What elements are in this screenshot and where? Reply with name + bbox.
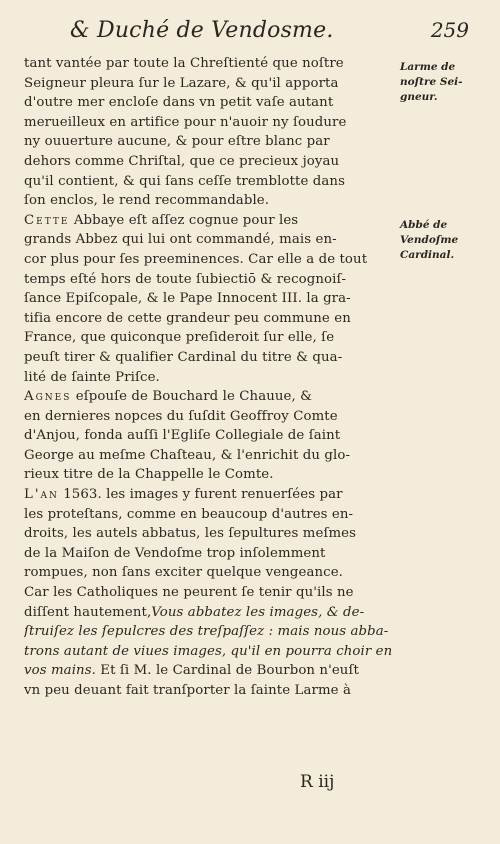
text-line: rompues, non ſans exciter quelque vengeance. xyxy=(24,565,344,581)
text-line: ſance Epiſcopale, & le Pape Innocent III. la gra- xyxy=(24,291,351,307)
text-line: de la Maiſon de Vendoſme trop inſolemment xyxy=(24,545,326,561)
paragraph-lead: Cette xyxy=(24,212,70,228)
text-line: d'Anjou, fonda auſſi l'Egliſe Collegiale de ſaint xyxy=(24,428,341,444)
text-line: L'an 1563. les images y furent renuerſées par xyxy=(24,487,343,503)
text-line: temps eſté hors de toute ſubiectiō & recognoiſ- xyxy=(24,271,347,287)
text-line: Agnes eſpouſe de Bouchard le Chauue, & xyxy=(24,389,313,405)
italic-quote: ſtruiſez les ſepulcres des treſpaſſez : mais nous abba- xyxy=(24,624,389,640)
text-line: Car les Catholiques ne peurent ſe tenir qu'ils ne xyxy=(24,585,354,601)
paragraph-lead: Agnes xyxy=(24,389,72,405)
text-line: peuſt tirer & qualifier Cardinal du titre & qua- xyxy=(24,349,343,365)
text-line: Seigneur pleura ſur le Lazare, & qu'il apporta xyxy=(24,75,339,91)
running-title: & Duché de Vendosme. xyxy=(70,18,334,43)
text-line: Cette Abbaye eſt aſſez cognue pour les xyxy=(24,212,299,228)
text-line: les proteſtans, comme en beaucoup d'autres en- xyxy=(24,506,354,522)
italic-quote: trons autant de viues images, qu'il en pourra choir en xyxy=(24,643,393,659)
text-line: vos mains. Et ſi M. le Cardinal de Bourbon n'euſt xyxy=(24,663,359,679)
margin-note: Abbé de Vendoſme Cardinal. xyxy=(400,219,459,261)
text-line: George au meſme Chaſteau, & l'enrichit du glo- xyxy=(24,447,351,463)
text-line: en dernieres nopces du ſuſdit Geoffroy Comte xyxy=(24,408,338,424)
text-line: France, que quiconque preſideroit ſur elle, ſe xyxy=(24,330,335,346)
text-line: qu'il contient, & qui ſans ceſſe tremblotte dans xyxy=(24,173,345,189)
main-text xyxy=(24,54,394,701)
page-number: 259 xyxy=(430,18,469,42)
text-line: ny ouuerture aucune, & pour eſtre blanc par xyxy=(24,134,330,150)
text-line: merueilleux en artifice pour n'auoir ny ſoudure xyxy=(24,114,347,130)
text-line: tifia encore de cette grandeur peu commune en xyxy=(24,310,351,326)
paragraph-lead: L'an xyxy=(24,487,59,503)
italic-quote: Vous abbatez les images, & de- xyxy=(151,604,365,620)
text-line: dehors comme Chriſtal, que ce precieux joyau xyxy=(24,153,340,169)
italic-quote: vos mains. xyxy=(24,663,96,679)
running-header xyxy=(44,18,469,48)
text-line: droits, les autels abbatus, les ſepultures meſmes xyxy=(24,526,357,542)
text-line: grands Abbez qui lui ont commandé, mais en- xyxy=(24,232,337,248)
text-line: ſon enclos, le rend recommandable. xyxy=(24,193,270,209)
text-line: d'outre mer encloſe dans vn petit vaſe autant xyxy=(24,95,334,111)
text-line: tant vantée par toute la Chreſtienté que noſtre xyxy=(24,56,344,71)
text-line: diſſent hautement,Vous abbatez les images, & de- xyxy=(24,604,365,620)
text-line: rieux titre de la Chappelle le Comte. xyxy=(24,467,274,483)
text-line: cor plus pour ſes preeminences. Car elle a de tout xyxy=(24,251,368,267)
text-line: vn peu deuant fait tranſporter la ſainte Larme à xyxy=(24,683,351,698)
signature-mark: R iij xyxy=(300,772,335,792)
text-line: lité de ſainte Priſce. xyxy=(24,369,160,385)
margin-note: Larme de noſtre Sei- gneur. xyxy=(400,61,463,103)
